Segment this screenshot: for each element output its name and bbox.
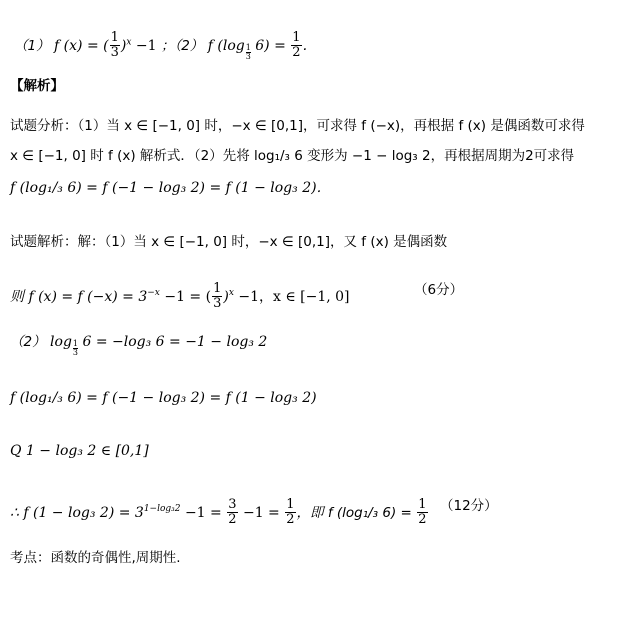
analysis-line-3: f (log₁/₃ 6) = f (−1 − log₃ 2) = f (1 − log₃ 2)． — [10, 180, 331, 196]
solution-step-1: 则 f (x) = f $(-x) = 3^{-x} -1$ = ( $\frac{1}{3}$ )$^x$ −1，x ∈ [−1, 0] — [10, 281, 350, 312]
score-6: （6分） — [414, 282, 464, 298]
answer-formula-1: f (x) = ( $\frac{1}{3}$ )$^x$ −1 — [54, 30, 157, 61]
solution-step-2: （2） log $\frac{1}{3}$ 6 = −log₃ 6 = −1 − log₃ 2 — [10, 334, 268, 357]
solution-step-5: ∴ f (1 − log₃ $2) = 3^{1-log_32} -1$ = $\frac{3}{2}$ −1 = $\frac{1}{2}$ ，即 f (log₁/₃ 6) = $\frac{1}{2}$ — [10, 497, 427, 528]
fraction-one-third: $\frac{1}{3}$ — [213, 281, 222, 312]
analysis-line-2: x ∈ [−1, 0] 时 f (x) 解析式．（2）先将 log₁/₃ 6 变形为 −1 − log₃ 2，再根据周期为2可求得 — [10, 148, 575, 164]
solution-intro: 试题解析：解：（1）当 x ∈ [−1, 0] 时，−x ∈ [0,1]，又 f (x) 是偶函数 — [10, 234, 448, 250]
analysis-line-1: 试题分析：（1）当 x ∈ [−1, 0] 时，−x ∈ [0,1]，可求得 f (−x)，再根据 f (x) 是偶函数可求得 — [10, 118, 585, 134]
answer-line — [14, 31, 307, 61]
solution-step-4: Q 1 − log₃ 2 ∈ [0,1] — [10, 443, 149, 459]
fraction-one-third: $\frac{1}{3}$ — [110, 30, 119, 61]
answer-formula-2: f (log $\frac{1}{3}$ 6) = $\frac{1}{2}$ . — [207, 30, 308, 61]
score-12: （12分） — [440, 498, 498, 514]
fraction-one-half: $\frac{1}{2}$ — [418, 497, 427, 528]
answer-separator: ；（2） — [160, 37, 204, 54]
fraction-three-halves: $\frac{3}{2}$ — [228, 497, 237, 528]
section-heading: 【解析】 — [10, 78, 64, 94]
key-point: 考点：函数的奇偶性,周期性. — [10, 550, 181, 566]
solution-step-3: f (log₁/₃ 6) = f (−1 − log₃ 2) = f (1 − log₃ 2) — [10, 390, 317, 406]
fraction-one-half: $\frac{1}{2}$ — [286, 497, 295, 528]
log-base-fraction: $\frac{1}{3}$ — [245, 42, 251, 61]
fraction-one-half: $\frac{1}{2}$ — [292, 30, 301, 61]
log-base-fraction: $\frac{1}{3}$ — [72, 339, 79, 357]
answer-part1-label: （1） — [14, 37, 50, 54]
